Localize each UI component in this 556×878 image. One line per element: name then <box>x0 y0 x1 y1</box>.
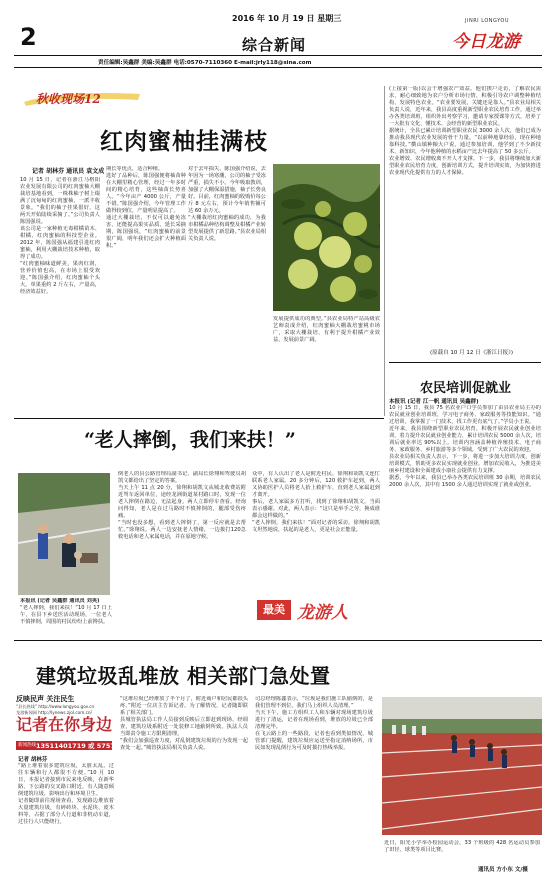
roadside-scene-icon <box>18 473 110 595</box>
article2-col3: 众中，有人认出了老人是附近村民，徐翔和胡凯文连忙联系老人家属。20 多分钟后，120 救护车赶到，两人又协助医护人员将老人抬上救护车，直到老人家属赶到才离开。 事后，老人家属多方打听，找到了徐翔和胡凯文，当面表示感谢。对此，两人表示：“这只是举手之劳，换成谁都会这样做的。” “老人摔倒，我们来扶！”面对记者的采访，徐翔和胡凯文坦然地说，扶起的是老人，更是社会正能量。 <box>252 471 380 533</box>
most-beautiful-badge <box>255 596 377 624</box>
article3-col1: “路上堆着很多建筑垃圾，太脏太乱，过往车辆和行人都很不方便。”10 月 10 日，本报记者接到市民来电反映，在新华路、下公路的交叉路口附近，有人随意倾倒建筑垃圾，影响出行和环境卫生。 记者随即前往现场查看，发现路边堆放着大量建筑垃圾，有碎砖块、水泥块、废木料等，占据了部分人行道和非机动车道，过往行人只能绕行。 <box>18 763 114 825</box>
sidebar-byline: 本报讯 (记者 江一帆 通讯员 吴鑫群) <box>389 399 479 405</box>
sidebar-article-title: 农民培训促就业 <box>420 381 512 396</box>
sidebar-continued-text: (上接第一版)以会干增强农产效益。他们挨户走访，了解农民需求，耐心细致地为农户分析市场行情，积极引导农户调整种植结构，发展特色农业。“农业要发展，关键还是靠人。”县农业局相关负责人说，近年来，我县高度重视新型职业农民培育工作，通过举办各类培训班，组织外出考察学习，邀请专家授课等方式，培养了一大批有文化、懂技术、会经营的新型职业农民。 据统计，全县已累计培训新型职业农民 3000 余人次，他们已成为推动我县现代农业发展的骨干力量。“以前种地靠经验，现在种地靠科技。”横山镇种粮大户说，通过参加培训，他学到了不少新技术、新知识，今年他种植的水稻亩产比去年提高了 50 多公斤。 农业增效、农民增收离不开人才支撑。下一步，我县将继续加大新型职业农民培育力度，创新培训方式，提升培训实效，为加快推进农业现代化提供有力的人才保障。 <box>389 86 541 176</box>
sports-day-byline: 通讯员 方小东 文/摄 <box>478 867 528 873</box>
reporter-title: 记者在你身边 <box>16 715 113 734</box>
sports-day-photo <box>382 697 542 835</box>
masthead-logo: 今日龙游 <box>452 32 520 52</box>
column-title: 反映民声 关注民生 <box>16 695 75 703</box>
badge-left: 最美 <box>257 600 291 620</box>
column-sub1: “县长热线” http://www.longyou.gov.cn <box>16 704 95 709</box>
sidebar-source-note: (原载自 10 月 12 日《浙江日报》) <box>430 350 514 356</box>
header-date: 2016 年 10 月 19 日 星期三 <box>232 14 342 23</box>
editor-line: 责任编辑:吴鑫群 美编:吴鑫群 电话:0570-7110360 E-mail:jrly118@sina.com <box>98 60 312 66</box>
hotline-number: 13511401719 或 575719 <box>36 742 124 750</box>
article3-col2: “这堆垃圾已经堆放了半个月了，附近商户和居民都很头疼。”附近一位店主告诉记者。为了解情况，记者随即联系了相关部门。 县城管执法局工作人员接到反映后立即赶到现场，经调查，建筑垃圾系附近一处装修工地偷倒所致。执法人员当即责令施工方限期清理。 “我们会加强巡查力度，对乱倒建筑垃圾的行为发现一起查处一起。”城管执法局相关负责人说。 <box>120 696 248 751</box>
hotline-bar <box>16 741 124 750</box>
feature-banner <box>22 88 142 108</box>
editor-divider <box>14 67 542 68</box>
pomelo-tree-icon <box>273 164 380 311</box>
article1-headline: 红肉蜜柚挂满枝 <box>100 128 268 155</box>
column-divider <box>384 86 385 416</box>
article3-byline: 记者 胡林芬 <box>18 757 48 763</box>
article2-divider <box>14 418 384 419</box>
section-title: 综合新闻 <box>242 36 307 54</box>
column-sub2: 龙游新闻网 http://lynews.zjol.com.cn/ <box>16 710 92 715</box>
article2-headline: “老人摔倒，我们来扶！” <box>84 429 296 451</box>
pomelo-photo <box>273 164 380 311</box>
article1-col3: 对于去年损失，陈国强介绍说，去年因为一场寒潮，公司的柚子受冻严重，损失不小。今年吸取教训，加强了大棚保温措施，柚子长势良好。目前，红肉蜜柚的收购价每公斤 8 元左右，预计今年销售额可达 60 余万元。 “大棚栽培红肉蜜柚的成功，为我市柑橘品种结构调整及柑橘产业转型发展提供了新思路。”县农业局相关负责人说。 <box>188 166 266 242</box>
pomelo-photo-caption: 发展提供成功的典型。”县农业局特产站高级农艺师袁成介绍，红肉蜜柚大棚栽培蜜桃市场广，采取大棚栽培，有利于提升柑橘产业效益，发展前景广阔。 <box>273 316 380 343</box>
reporter-column-box <box>16 694 112 740</box>
running-track-icon <box>382 697 542 835</box>
rescue-photo-caption-byline: 本报讯 (记者 吴鑫群 通讯员 刘英) <box>20 598 100 604</box>
article1-col1: 10 月 15 日，记者在浙江马格阳农业发展有限公司的红肉蜜柚大棚栽培基地看到，一株株柚子树上缀满了沉甸甸的红肉蜜柚，一派丰收景象。“我们的柚子挂果很好，这两天开始陆续采摘了。”公司负责人陈国强说。 该公司是一家种植无毒柑橘苗木、柑橘、红肉蜜柚的科技型企业。2012 年，陈国强从福建引进红肉蜜柚，利用大棚栽培技术种植，取得了成功。 “红肉蜜柚味道鲜美，果肉红润，营养价值也高，在市场上很受欢迎。”陈国强介绍，红肉蜜柚个头大，单果重约 2 斤左右，产量高，经济效益好。 <box>20 177 100 295</box>
article3-col3: 司总经理陈鑫表示，“垃圾是我们施工队偷倒的，是我们管理不到位，我们马上组织人员清理。” 当天下午，施工方组织工人和车辆对现场建筑垃圾进行了清运，记者在现场看到，堆放的垃圾已全部清理完毕。 在飞云路上的一些路段，记者也看到类似情况。城管部门提醒，建筑垃圾应运送至指定消纳场所，市民如发现乱倒行为可及时拨打热线举报。 <box>255 696 373 751</box>
rescue-photo-caption: “老人摔倒，我们来扶！”10 月 17 日上午，在县下乡送医活动现场，一位老人不慎摔倒，周围的村民纷纷上前搀扶。 <box>20 605 112 625</box>
header-divider <box>14 55 542 56</box>
article2-col2: 倒老人的县公路管理局副书记、副局长徐翔和驾驶员胡凯文都给出了坚定的答案。 当天上午 11 点 20 分，徐翔和胡凯文从城北收费站附近驾车返回单位，途经龙洲街道某村路口时，发现一位老人摔倒在路边，无法起身。两人立即停车查看。经询问得知，老人是在过马路时不慎摔倒的，腿部受伤疼痛。 “当时也没多想，看到老人摔倒了，第一反应就是去帮忙。”徐翔说。两人一边安抚老人情绪，一边拨打120急救电话和老人家属电话，并在原地守候。 <box>118 471 246 540</box>
article1-col2: 期长等优点，适合种植。 选好了品种后，陈国强便将柚苗种在大棚里精心管理，经过一年多时间的精心培育，这些柚苗长势喜人。“今年亩产 4000 公斤，产量不错。”陈国强介绍，今年管理工作做得较到位，产量明显提高了。 通过大棚栽培，不仅可以避免冻害，还能提高果实品质，延长采摘期，陈国强说，“红肉蜜柚的前景很广阔，明年我们还会扩大种植面积。” <box>106 166 186 249</box>
article3-divider <box>14 640 542 641</box>
badge-right: 龙游人 <box>297 603 348 623</box>
sidebar-body: 10 月 15 日，我县 75 名农业户口学员参加了由县农业局主办的农民就业创业培训班，学习电子商务、家政服务等技能知识。“通过培训，我掌握了一门技术，找工作更有底气了。”学员小王说。 近年来，我县围绕新型职业农民培育，积极开展农民就业创业培训，着力提升农民就业创业能力，累计培训农民 5000 余人次，培训后就业率达 90%以上。培训内容涵盖种植养殖技术、电子商务、家政服务、乡村旅游等多个领域，受到了广大农民的欢迎。 县农业局相关负责人表示，下一步，将进一步加大培训力度，创新培训模式，帮助更多农民实现就业创业，增加农民收入，为推进美丽乡村建设和全面建成小康社会提供有力支撑。 据悉，今年以来，我县已举办各类农民培训班 30 余期，培训农民 2000 余人次，其中有 1500 余人通过培训实现了就业或创业。 <box>389 405 541 488</box>
rescue-photo <box>18 473 110 595</box>
article3-headline: 建筑垃圾乱堆放 相关部门急处置 <box>36 664 331 688</box>
hotline-label: 新闻热线 <box>18 742 36 748</box>
page-number: 2 <box>20 23 37 51</box>
banner-text: 秋收现场12 <box>36 92 101 106</box>
masthead-pinyin: JINRI LONGYOU <box>465 18 510 24</box>
sports-day-caption: 近日，阳光小学举办校园运动会，33 个班级的 428 名运动员参加了田径、球类等项目比赛。 <box>384 840 540 853</box>
sidebar-divider <box>389 362 541 363</box>
article1-byline: 记者 胡林芬 通讯员 袁文成 <box>32 168 105 175</box>
